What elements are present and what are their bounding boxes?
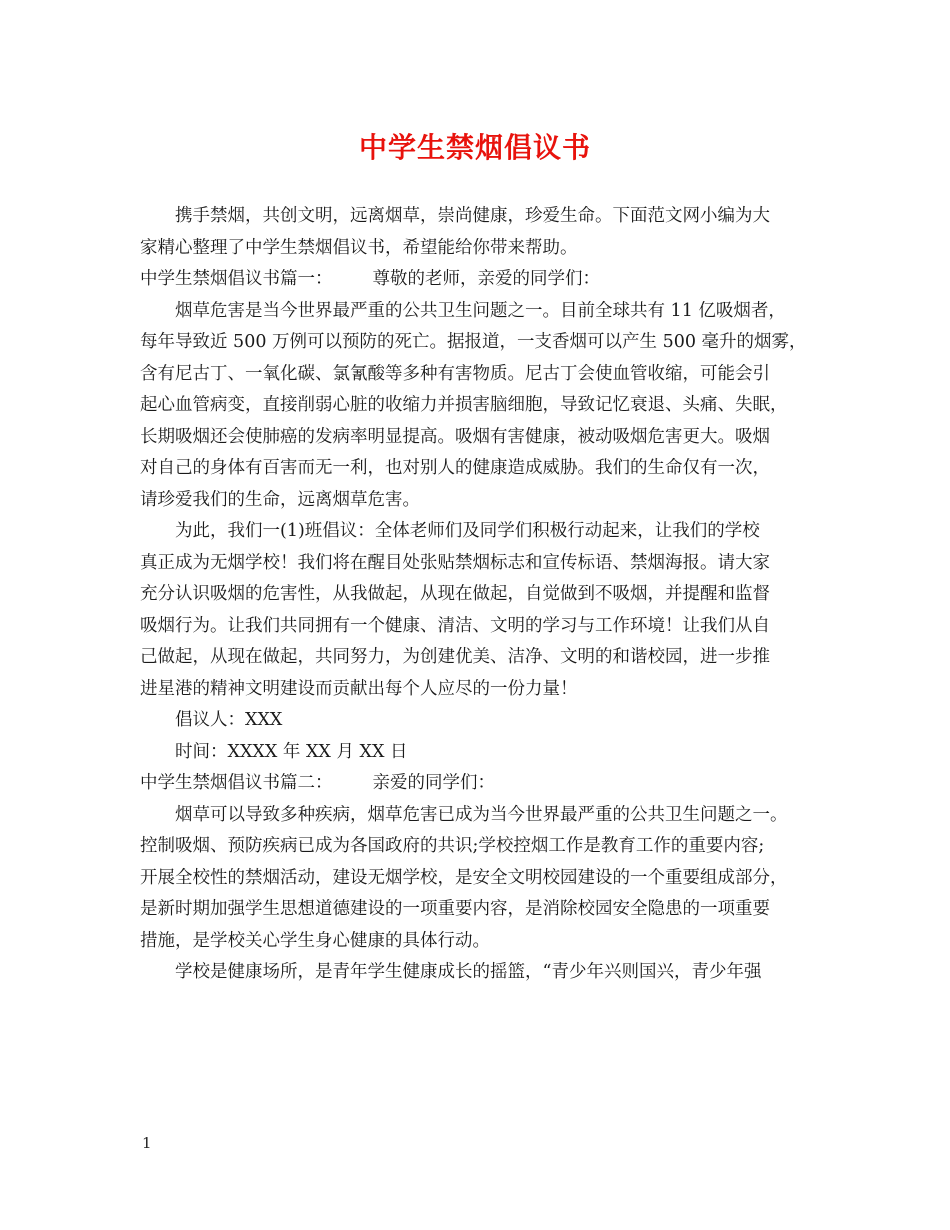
intro-paragraph bbox=[140, 201, 830, 264]
document-body bbox=[140, 201, 830, 989]
date-line bbox=[140, 737, 830, 769]
section-greeting: 尊敬的老师，亲爱的同学们： bbox=[372, 269, 600, 289]
text-line: 烟草可以导致多种疾病，烟草危害已成为当今世界最严重的公共卫生问题之一。 bbox=[175, 804, 788, 825]
section-greeting: 亲爱的同学们： bbox=[372, 773, 495, 793]
text-line: 充分认识吸烟的危害性，从我做起，从现在做起，自觉做到不吸烟，并提醒和监督 bbox=[140, 584, 770, 604]
text-line: 含有尼古丁、一氧化碳、氯氰酸等多种有害物质。尼古丁会使血管收缩，可能会引 bbox=[140, 363, 770, 384]
text-line: 学校是健康场所，是青年学生健康成长的摇篮，“青少年兴则国兴，青少年强 bbox=[175, 962, 762, 982]
text-line: 真正成为无烟学校！我们将在醒目处张贴禁烟标志和宣传标语、禁烟海报。请大家 bbox=[140, 552, 770, 573]
text-line: 己做起，从现在做起，共同努力，为创建优美、洁净、文明的和谐校园，进一步推 bbox=[140, 647, 770, 667]
text-line: 是新时期加强学生思想道德建设的一项重要内容，是消除校园安全隐患的一项重要 bbox=[140, 899, 770, 919]
section2-paragraph-1 bbox=[140, 800, 830, 958]
text-line: 吸烟行为。让我们共同拥有一个健康、清洁、文明的学习与工作环境！让我们从自 bbox=[140, 615, 770, 636]
text-line: 进星港的精神文明建设而贡献出每个人应尽的一份力量！ bbox=[140, 678, 578, 699]
text-line: 请珍爱我们的生命，远离烟草危害。 bbox=[140, 489, 420, 510]
document-title: 中学生禁烟倡议书 bbox=[358, 131, 591, 164]
section-heading-label: 中学生禁烟倡议书篇二： bbox=[140, 773, 333, 793]
text-line: 控制吸烟、预防疾病已成为各国政府的共识;学校控烟工作是教育工作的重要内容; bbox=[140, 836, 765, 856]
section1-paragraph-1 bbox=[140, 296, 830, 517]
text-line: 长期吸烟还会使肺癌的发病率明显提高。吸烟有害健康，被动吸烟危害更大。吸烟 bbox=[140, 426, 770, 447]
text-line: 起心血管病变，直接削弱心脏的收缩力并损害脑细胞，导致记忆衰退、头痛、失眠， bbox=[140, 395, 788, 415]
text-line: 为此，我们一(1)班倡议：全体老师们及同学们积极行动起来，让我们的学校 bbox=[175, 521, 760, 541]
initiator-line bbox=[140, 705, 830, 737]
section-heading-label: 中学生禁烟倡议书篇一： bbox=[140, 269, 333, 289]
page-number: 1 bbox=[142, 1134, 152, 1152]
text-line: 家精心整理了中学生禁烟倡议书，希望能给你带来帮助。 bbox=[140, 237, 578, 258]
date: 时间：XXXX 年 XX 月 XX 日 bbox=[175, 741, 408, 762]
section-heading-2 bbox=[140, 768, 830, 800]
text-line: 措施，是学校关心学生身心健康的具体行动。 bbox=[140, 930, 490, 951]
section-heading-1 bbox=[140, 264, 830, 296]
text-line: 每年导致近 500 万例可以预防的死亡。据报道，一支香烟可以产生 500 毫升的烟雾， bbox=[140, 332, 807, 352]
text-line: 烟草危害是当今世界最严重的公共卫生问题之一。目前全球共有 11 亿吸烟者， bbox=[175, 300, 786, 321]
section1-paragraph-2 bbox=[140, 516, 830, 705]
text-line: 开展全校性的禁烟活动，建设无烟学校，是安全文明校园建设的一个重要组成部分， bbox=[140, 867, 788, 888]
initiator: 倡议人：XXX bbox=[175, 710, 283, 730]
text-line: 对自己的身体有百害而无一利，也对别人的健康造成威胁。我们的生命仅有一次， bbox=[140, 458, 770, 478]
section2-paragraph-2 bbox=[140, 957, 830, 989]
text-line: 携手禁烟，共创文明，远离烟草，崇尚健康，珍爱生命。下面范文网小编为大 bbox=[175, 206, 770, 226]
